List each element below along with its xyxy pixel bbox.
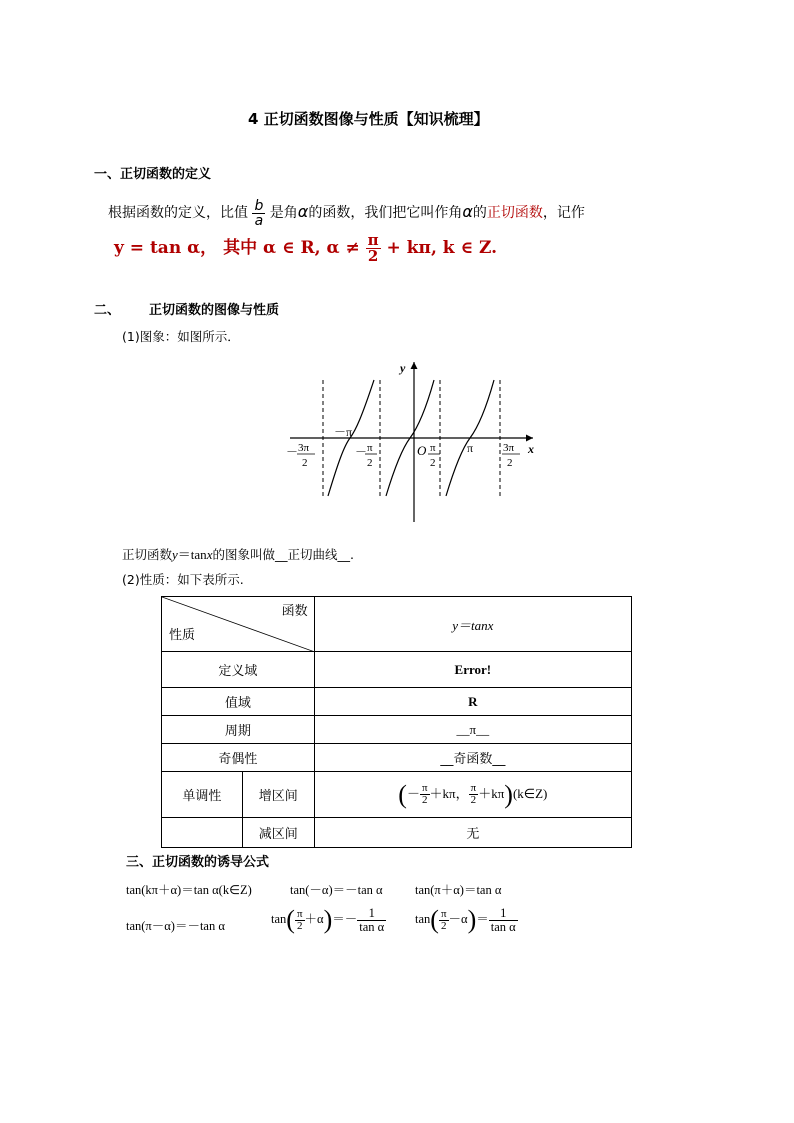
period-label: 周期 — [162, 716, 315, 744]
props-intro: (2)性质：如下表所示. — [122, 572, 244, 587]
label-2c: 2 — [430, 457, 436, 469]
formula-1: tan(kπ＋α)＝tan α(k∈Z) — [126, 883, 252, 897]
monotonicity-label: 单调性 — [162, 772, 243, 818]
table-row — [162, 652, 632, 688]
alpha-symbol-2: α — [462, 202, 473, 221]
formula-4: tan(π－α)＝－tan α — [126, 919, 225, 933]
table-row — [162, 716, 632, 744]
table-corner-cell — [162, 597, 315, 652]
properties-table — [161, 596, 632, 848]
graph-intro: (1)图象：如图所示． — [122, 329, 240, 344]
tangent-graph — [280, 358, 540, 524]
def-text-c: 的函数，我们把它叫作角 — [308, 205, 463, 221]
corner-bottom-label: 性质 — [169, 628, 196, 643]
label-3pi-b: 3π — [503, 442, 515, 454]
label-3pi: 3π — [298, 442, 310, 454]
ratio-fraction: $\frac{b}{a}$ — [254, 197, 264, 229]
def-text-a: 根据函数的定义，比值 — [108, 205, 248, 221]
def-text-d: 的 — [472, 205, 487, 221]
empty-cell — [162, 818, 243, 848]
label-2b: 2 — [367, 457, 373, 469]
increasing-label: 增区间 — [242, 772, 314, 818]
table-row — [162, 744, 632, 772]
curve-answer: __正切曲线__ — [274, 547, 350, 562]
formula-3: tan(π＋α)＝tan α — [415, 883, 502, 897]
y-axis-label: y — [400, 361, 406, 375]
section1-heading: 一、正切函数的定义 — [94, 167, 212, 182]
increasing-interval: (－ $\frac{\pi}{2}$ ＋kπ， $\frac{\pi}{2}$ ＋kπ)(k∈Z) — [314, 772, 631, 818]
label-2d: 2 — [507, 457, 513, 469]
neg-sign-pi2: － — [355, 445, 368, 459]
label-2a: 2 — [302, 457, 308, 469]
def-text-b: 是角 — [269, 205, 298, 221]
origin-label: O — [417, 443, 427, 458]
curve-description: 正切函数y＝tanx的图象叫做__正切曲线__. — [122, 547, 354, 562]
section2-heading: 正切函数的图像与性质 — [149, 303, 280, 318]
domain-value: Error! — [314, 652, 631, 688]
definition-text — [108, 189, 585, 236]
term-tangent-function: 正切函数 — [486, 205, 543, 221]
page-title: 4 正切函数图像与性质【知识梳理】 — [248, 110, 489, 128]
table-header-row — [162, 597, 632, 652]
formula-6: tan( $\frac{\pi}{2}$ －α)＝ $\frac{1}{\text{tan α}}$ — [415, 905, 516, 934]
decreasing-label: 减区间 — [242, 818, 314, 848]
alpha-symbol: α — [297, 202, 309, 221]
table-row — [162, 818, 632, 848]
decreasing-value: 无 — [314, 818, 631, 848]
parity-label: 奇偶性 — [162, 744, 315, 772]
pi-label: π — [467, 441, 474, 455]
def-text-e: ，记作 — [542, 205, 585, 221]
section2-number: 二、 — [94, 303, 121, 318]
table-row — [162, 688, 632, 716]
domain-label: 定义域 — [162, 652, 315, 688]
range-value: R — [314, 688, 631, 716]
table-row — [162, 772, 632, 818]
label-pi-b: π — [430, 442, 436, 454]
formula-2: tan(－α)＝－tan α — [290, 883, 383, 897]
corner-top-label: 函数 — [281, 604, 308, 619]
header-function: y＝tanx — [314, 597, 631, 652]
neg-sign-3pi2: － — [286, 445, 299, 459]
period-value: __π__ — [314, 716, 631, 744]
formula-fraction: $\frac{\pi}{2}$ — [367, 231, 379, 265]
range-label: 值域 — [162, 688, 315, 716]
label-pi-a: π — [367, 442, 373, 454]
x-axis-label: x — [528, 442, 534, 456]
neg-pi-label: －π — [334, 425, 353, 439]
parity-value: __奇函数__ — [314, 744, 631, 772]
definition-formula: y = tan α， 其中 α ∈ R, α ≠ $\frac{\pi}{2}$ + kπ, k ∈ Z. — [114, 231, 498, 265]
formula-5: tan( $\frac{\pi}{2}$ ＋α)＝－ $\frac{1}{\text{tan α}}$ — [271, 905, 385, 934]
section3-heading: 三、正切函数的诱导公式 — [126, 855, 270, 870]
